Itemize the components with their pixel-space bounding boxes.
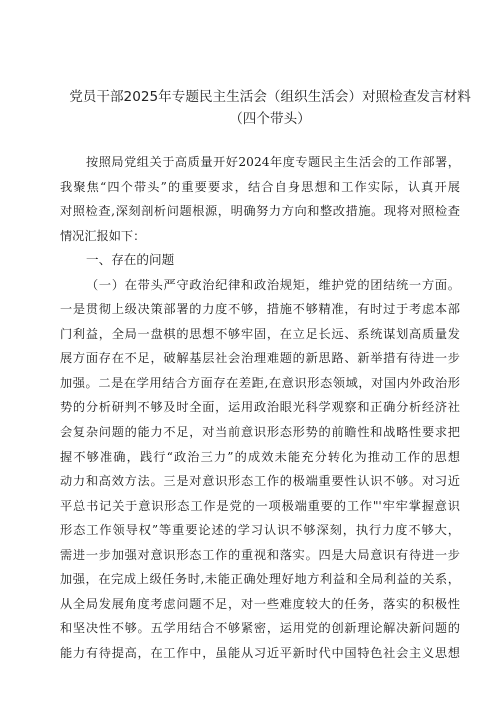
body-line: 形态工作领导权”等重要论述的学习认识不够深刻，执行力度不够大， bbox=[60, 523, 460, 538]
body-line: 需进一步加强对意识形态工作的重视和落实。四是大局意识有待进一步 bbox=[60, 547, 460, 562]
document-title-line-1: 党员干部2025年专题民主生活会（组织生活会）对照检查发言材料 bbox=[69, 89, 471, 105]
section-heading: 一、存在的问题 bbox=[86, 252, 175, 268]
body-line: 和坚决性不够。五学用结合不够紧密，运用党的创新理论解决新问题的 bbox=[60, 621, 460, 636]
body-line: （一）在带头严守政治纪律和政治规矩，维护党的团结统一方面。 bbox=[86, 277, 460, 292]
body-line: 展方面存在不足，破解基层社会治理难题的新思路、新举措有待进一步 bbox=[60, 351, 460, 366]
body-line: 握不够准确，践行“政治三力”的成效未能充分转化为推动工作的思想 bbox=[60, 449, 460, 464]
body-line: 加强，在完成上级任务时,未能正确处理好地方利益和全局利益的关系， bbox=[60, 572, 460, 587]
intro-line: 按照局党组关于高质量开好2024年度专题民主生活会的工作部署， bbox=[86, 155, 460, 169]
body-line: 会复杂问题的能力不足，对当前意识形态形势的前瞻性和战略性要求把 bbox=[60, 425, 460, 440]
intro-line: 情况汇报如下： bbox=[60, 228, 146, 243]
intro-line: 我聚焦“四个带头”的重要要求，结合自身思想和工作实际，认真开展 bbox=[60, 179, 460, 194]
body-line: 势的分析研判不够及时全面，运用政治眼光科学观察和正确分析经济社 bbox=[60, 400, 460, 415]
body-line: 加强。二是在学用结合方面存在差距,在意识形态领域，对国内外政治形 bbox=[60, 375, 460, 390]
intro-line: 对照检查,深刻剖析问题根源，明确努力方向和整改措施。现将对照检查 bbox=[60, 204, 460, 219]
document-title-line-2: （四个带头） bbox=[229, 111, 311, 127]
body-line: 平总书记关于意识形态工作是党的一项极端重要的工作"'牢牢掌握意识 bbox=[60, 498, 460, 513]
body-line: 能力有待提高，在工作中，虽能从习近平新时代中国特色社会主义思想 bbox=[60, 645, 460, 660]
body-line: 门利益，全局一盘棋的思想不够牢固，在立足长远、系统谋划高质量发 bbox=[60, 326, 460, 341]
body-line: 一是贯彻上级决策部署的力度不够，措施不够精准，有时过于考虑本部 bbox=[60, 302, 460, 317]
body-line: 从全局发展角度考虑问题不足，对一些难度较大的任务，落实的积极性 bbox=[60, 596, 460, 611]
body-line: 动力和高效方法。三是对意识形态工作的极端重要性认识不够。对习近 bbox=[60, 474, 460, 489]
document-body bbox=[60, 150, 460, 665]
